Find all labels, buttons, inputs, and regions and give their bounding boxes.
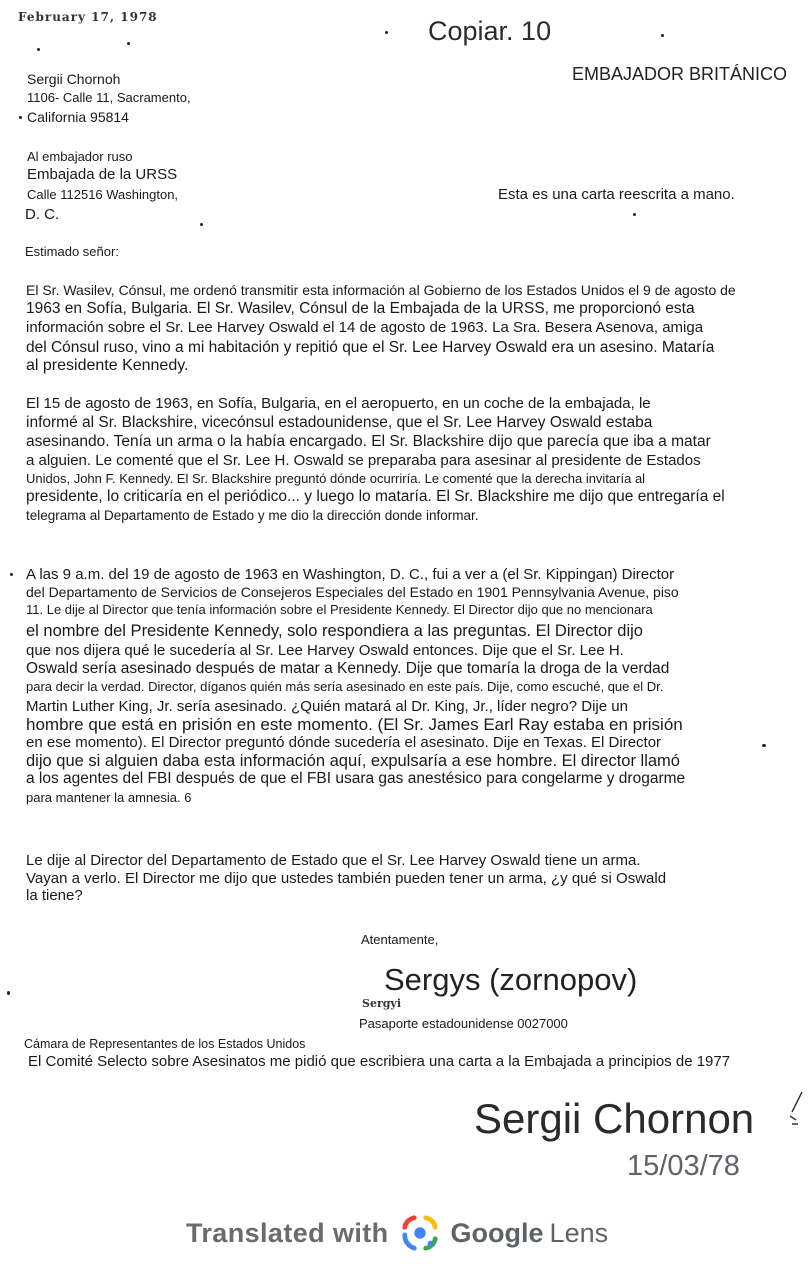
- paragraph-line: Oswald sería asesinado después de matar a Kennedy. Dije que tomaría la droga de la verdad: [26, 659, 670, 677]
- paragraph-line: la tiene?: [26, 887, 83, 904]
- paragraph-line: para decir la verdad. Director, díganos quién más sería asesinado en este país. Dije, como escuché, que el Dr.: [26, 679, 664, 694]
- paragraph-2: [26, 396, 725, 522]
- scan-speck: [7, 991, 10, 995]
- footer-signature-name: Sergii Chornon: [474, 1095, 755, 1142]
- paragraph-line: Martin Luther King, Jr. sería asesinado. ¿Quién matará al Dr. King, Jr., líder negro? Dije un: [26, 698, 628, 715]
- paragraph-3: [26, 567, 685, 804]
- paragraph-1: [26, 283, 736, 374]
- scan-speck: [762, 744, 766, 747]
- recipient-title: EMBAJADOR BRITÁNICO: [572, 64, 788, 84]
- paragraph-line: a los agentes del FBI después de que el FBI usara gas anestésico para congelarme y drogarme: [26, 769, 686, 787]
- scan-speck: [633, 213, 636, 216]
- paragraph-4: [26, 853, 666, 903]
- scan-speck: [661, 34, 664, 37]
- house-of-representatives: Cámara de Representantes de los Estados Unidos: [24, 1037, 306, 1051]
- committee-note: El Comité Selecto sobre Asesinatos me pidió que escribiera una carta a la Embajada a principios de 1977: [28, 1053, 731, 1070]
- signature-residue: Sergyi: [362, 997, 401, 1010]
- faded-date: February 17, 1978: [18, 10, 158, 24]
- rewritten-note: Esta es una carta reescrita a mano.: [498, 186, 735, 203]
- addressee-line1: Al embajador ruso: [27, 149, 133, 164]
- paragraph-line: en ese momento). El Director preguntó dónde sucedería el asesinato. Dije en Texas. El Director: [26, 734, 662, 751]
- paragraph-line: hombre que está en prisión en este momento. (El Sr. James Earl Ray estaba en prisión: [26, 715, 683, 734]
- scan-speck: [200, 223, 203, 226]
- scan-speck: [19, 116, 22, 119]
- translated-with-label: Translated with: [186, 1217, 389, 1248]
- sender-city: California 95814: [27, 109, 129, 125]
- paragraph-line: El Sr. Wasilev, Cónsul, me ordenó transmitir esta información al Gobierno de los Estados Unidos el 9 de agosto de: [26, 282, 736, 298]
- paragraph-line: Le dije al Director del Departamento de Estado que el Sr. Lee Harvey Oswald tiene un arma.: [26, 852, 641, 869]
- translation-badge: [186, 1214, 608, 1252]
- scan-speck: [37, 48, 40, 51]
- paragraph-line: a alguien. Le comenté que el Sr. Lee H. Oswald se preparaba para asesinar al presidente de Estados: [26, 452, 701, 469]
- closing: Atentamente,: [361, 932, 439, 947]
- sender-name: Sergii Chornoh: [27, 71, 121, 87]
- google-label: Google: [450, 1217, 544, 1248]
- addressee-line3: Calle 112516 Washington,: [27, 187, 179, 202]
- paragraph-line: telegrama al Departamento de Estado y me dio la dirección donde informar.: [26, 507, 479, 523]
- google-lens-icon: [401, 1214, 439, 1252]
- paragraph-line: Vayan a verlo. El Director me dijo que ustedes también pueden tener un arma, ¿y qué si Oswald: [26, 870, 667, 887]
- paragraph-line: del Cónsul ruso, vino a mi habitación y repitió que el Sr. Lee Harvey Oswald era un asesino. Mataría: [26, 338, 715, 356]
- addressee-line2: Embajada de la URSS: [27, 166, 178, 183]
- paragraph-line: Unidos, John F. Kennedy. El Sr. Blackshire preguntó dónde ocurriría. Le comenté que la derecha invitaría al: [26, 471, 646, 486]
- paragraph-line: al presidente Kennedy.: [26, 357, 189, 374]
- paragraph-line: que nos dijera qué le sucedería al Sr. Lee Harvey Oswald entonces. Dije que el Sr. Lee H.: [26, 641, 624, 659]
- sender-street: 1106- Calle 11, Sacramento,: [27, 90, 191, 105]
- paragraph-line: 11. Le dije al Director que tenía información sobre el Presidente Kennedy. El Director dijo que no mencionara: [26, 602, 653, 617]
- scan-speck: [10, 573, 13, 576]
- scan-speck: [127, 42, 130, 45]
- paragraph-line: informé al Sr. Blackshire, vicecónsul estadounidense, que el Sr. Lee Harvey Oswald estaba: [26, 414, 653, 431]
- paragraph-line: para mantener la amnesia. 6: [26, 790, 192, 805]
- scan-speck: [385, 31, 388, 34]
- paragraph-line: El 15 de agosto de 1963, en Sofía, Bulgaria, en el aeropuerto, en un coche de la embajada, le: [26, 395, 651, 412]
- paragraph-line: presidente, lo criticaría en el periódico... y luego lo mataría. El Sr. Blackshire me dijo que entregaría el: [26, 488, 725, 505]
- paragraph-line: A las 9 a.m. del 19 de agosto de 1963 en Washington, D. C., fui a ver a (el Sr. Kippingan) Director: [26, 566, 675, 583]
- signature: Sergys (zornopov): [384, 962, 638, 997]
- paragraph-line: 1963 en Sofía, Bulgaria. El Sr. Wasilev, Cónsul de la Embajada de la URSS, me proporcionó esta: [26, 300, 695, 317]
- copy-label: Copiar. 10: [428, 16, 552, 46]
- paragraph-line: del Departamento de Servicios de Consejeros Especiales del Estado en 1901 Pennsylvania Avenue, piso: [26, 584, 679, 600]
- paragraph-line: dijo que si alguien daba esta información aquí, expulsaría a ese hombre. El director llamó: [26, 752, 680, 770]
- paragraph-line: el nombre del Presidente Kennedy, solo respondiera a las preguntas. El Director dijo: [26, 622, 643, 640]
- lens-label: Lens: [549, 1217, 609, 1248]
- pen-stroke-mark: [786, 1090, 806, 1130]
- paragraph-line: información sobre el Sr. Lee Harvey Oswald el 14 de agosto de 1963. La Sra. Besera Asenova, amiga: [26, 318, 704, 336]
- footer-signature-date: 15/03/78: [627, 1150, 740, 1182]
- paragraph-line: asesinando. Tenía un arma o la había encargado. El Sr. Blackshire dijo que parecía que iba a matar: [26, 432, 711, 450]
- salutation: Estimado señor:: [25, 244, 119, 259]
- passport-number: Pasaporte estadounidense 0027000: [359, 1016, 568, 1031]
- addressee-line4: D. C.: [25, 206, 60, 223]
